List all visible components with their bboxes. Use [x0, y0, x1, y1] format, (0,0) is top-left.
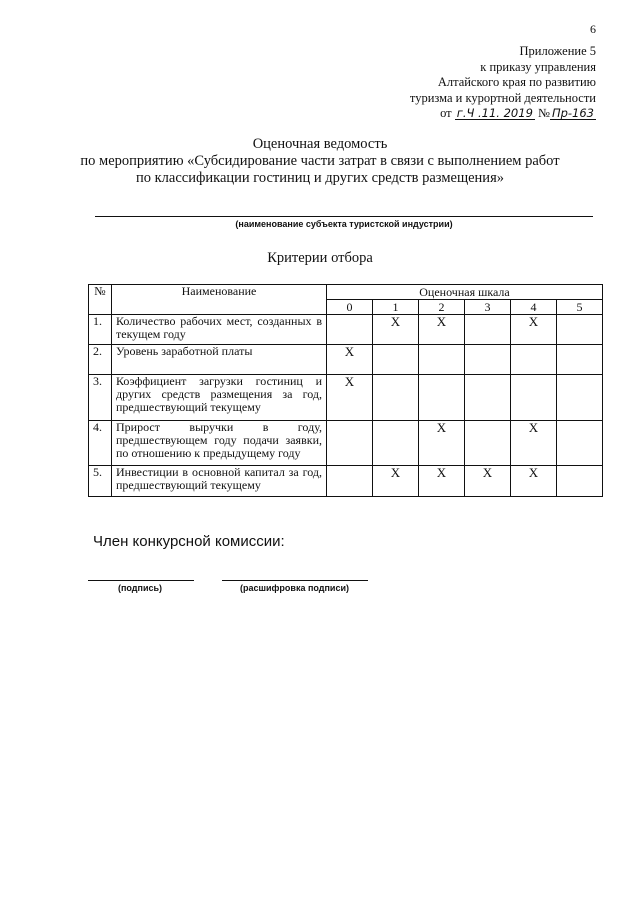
- row-number: 5.: [89, 466, 112, 497]
- signature-decode-caption: (расшифровка подписи): [240, 583, 349, 593]
- row-name: Количество рабочих мест, созданных в текущем году: [112, 315, 327, 345]
- row-name: Уровень заработной платы: [112, 345, 327, 375]
- criteria-heading: Критерии отбора: [267, 250, 373, 266]
- scale-value: 0: [327, 300, 373, 315]
- mark-cell: [557, 375, 603, 421]
- annex-line: Алтайского края по развитию: [437, 75, 596, 89]
- commission-member-label: Член конкурсной комиссии:: [93, 533, 285, 550]
- mark-cell: [419, 345, 465, 375]
- scale-value: 5: [557, 300, 603, 315]
- mark-cell: X: [419, 466, 465, 497]
- document-subtitle-line: по классификации гостиниц и других средств размещения»: [135, 170, 504, 186]
- mark-cell: [327, 421, 373, 466]
- row-name: Прирост выручки в году, предшествующем году подачи заявки, по отношению к предыдущему году: [112, 421, 327, 466]
- mark-cell: [419, 375, 465, 421]
- date-prefix: от: [440, 106, 452, 120]
- row-name: Инвестиции в основной капитал за год, предшествующий текущему: [112, 466, 327, 497]
- scale-value: 3: [465, 300, 511, 315]
- mark-cell: [465, 345, 511, 375]
- mark-cell: X: [373, 315, 419, 345]
- page-number: 6: [590, 22, 596, 36]
- mark-cell: [373, 421, 419, 466]
- row-number: 4.: [89, 421, 112, 466]
- header-scale: Оценочная шкала: [327, 285, 603, 300]
- mark-cell: [557, 345, 603, 375]
- document-title: Оценочная ведомость: [252, 136, 388, 152]
- row-number: 2.: [89, 345, 112, 375]
- mark-cell: [373, 375, 419, 421]
- row-name: Коэффициент загрузки гостиниц и других средств размещения за год, предшествующий текущему: [112, 375, 327, 421]
- mark-cell: X: [511, 466, 557, 497]
- mark-cell: X: [373, 466, 419, 497]
- criteria-table: [88, 284, 603, 497]
- subject-name-line: [95, 216, 593, 217]
- mark-cell: X: [511, 421, 557, 466]
- mark-cell: [327, 466, 373, 497]
- mark-cell: X: [419, 315, 465, 345]
- subject-caption: (наименование субъекта туристской индустрии): [235, 219, 453, 229]
- mark-cell: [465, 375, 511, 421]
- mark-cell: X: [327, 345, 373, 375]
- signature-decode-line: [222, 580, 368, 581]
- mark-cell: X: [327, 375, 373, 421]
- mark-cell: [511, 375, 557, 421]
- signature-caption: (подпись): [118, 583, 163, 593]
- scale-value: 2: [419, 300, 465, 315]
- mark-cell: [465, 421, 511, 466]
- scale-value: 1: [373, 300, 419, 315]
- annex-line: Приложение 5: [519, 44, 596, 58]
- handwritten-number: Пр-163: [551, 106, 594, 120]
- row-number: 1.: [89, 315, 112, 345]
- table-row: [89, 466, 603, 497]
- table-row: [89, 315, 603, 345]
- header-num: №: [89, 285, 112, 315]
- mark-cell: X: [465, 466, 511, 497]
- signature-line: [88, 580, 194, 581]
- mark-cell: [557, 466, 603, 497]
- scale-value: 4: [511, 300, 557, 315]
- document-subtitle-line: по мероприятию «Субсидирование части затрат в связи с выполнением работ: [80, 153, 560, 169]
- mark-cell: [557, 315, 603, 345]
- mark-cell: [511, 345, 557, 375]
- mark-cell: X: [511, 315, 557, 345]
- mark-cell: X: [419, 421, 465, 466]
- mark-cell: [327, 315, 373, 345]
- handwritten-date: г.Ч .11. 2019: [456, 106, 533, 120]
- number-prefix: №: [538, 106, 550, 120]
- mark-cell: [465, 315, 511, 345]
- mark-cell: [373, 345, 419, 375]
- header-name: Наименование: [112, 285, 327, 315]
- mark-cell: [557, 421, 603, 466]
- annex-line: к приказу управления: [480, 59, 596, 74]
- row-number: 3.: [89, 375, 112, 421]
- annex-date-line: [410, 106, 596, 122]
- table-row: [89, 375, 603, 421]
- table-row: [89, 345, 603, 375]
- annex-block: [410, 44, 596, 122]
- annex-line: туризма и курортной деятельности: [409, 90, 596, 105]
- table-row: [89, 421, 603, 466]
